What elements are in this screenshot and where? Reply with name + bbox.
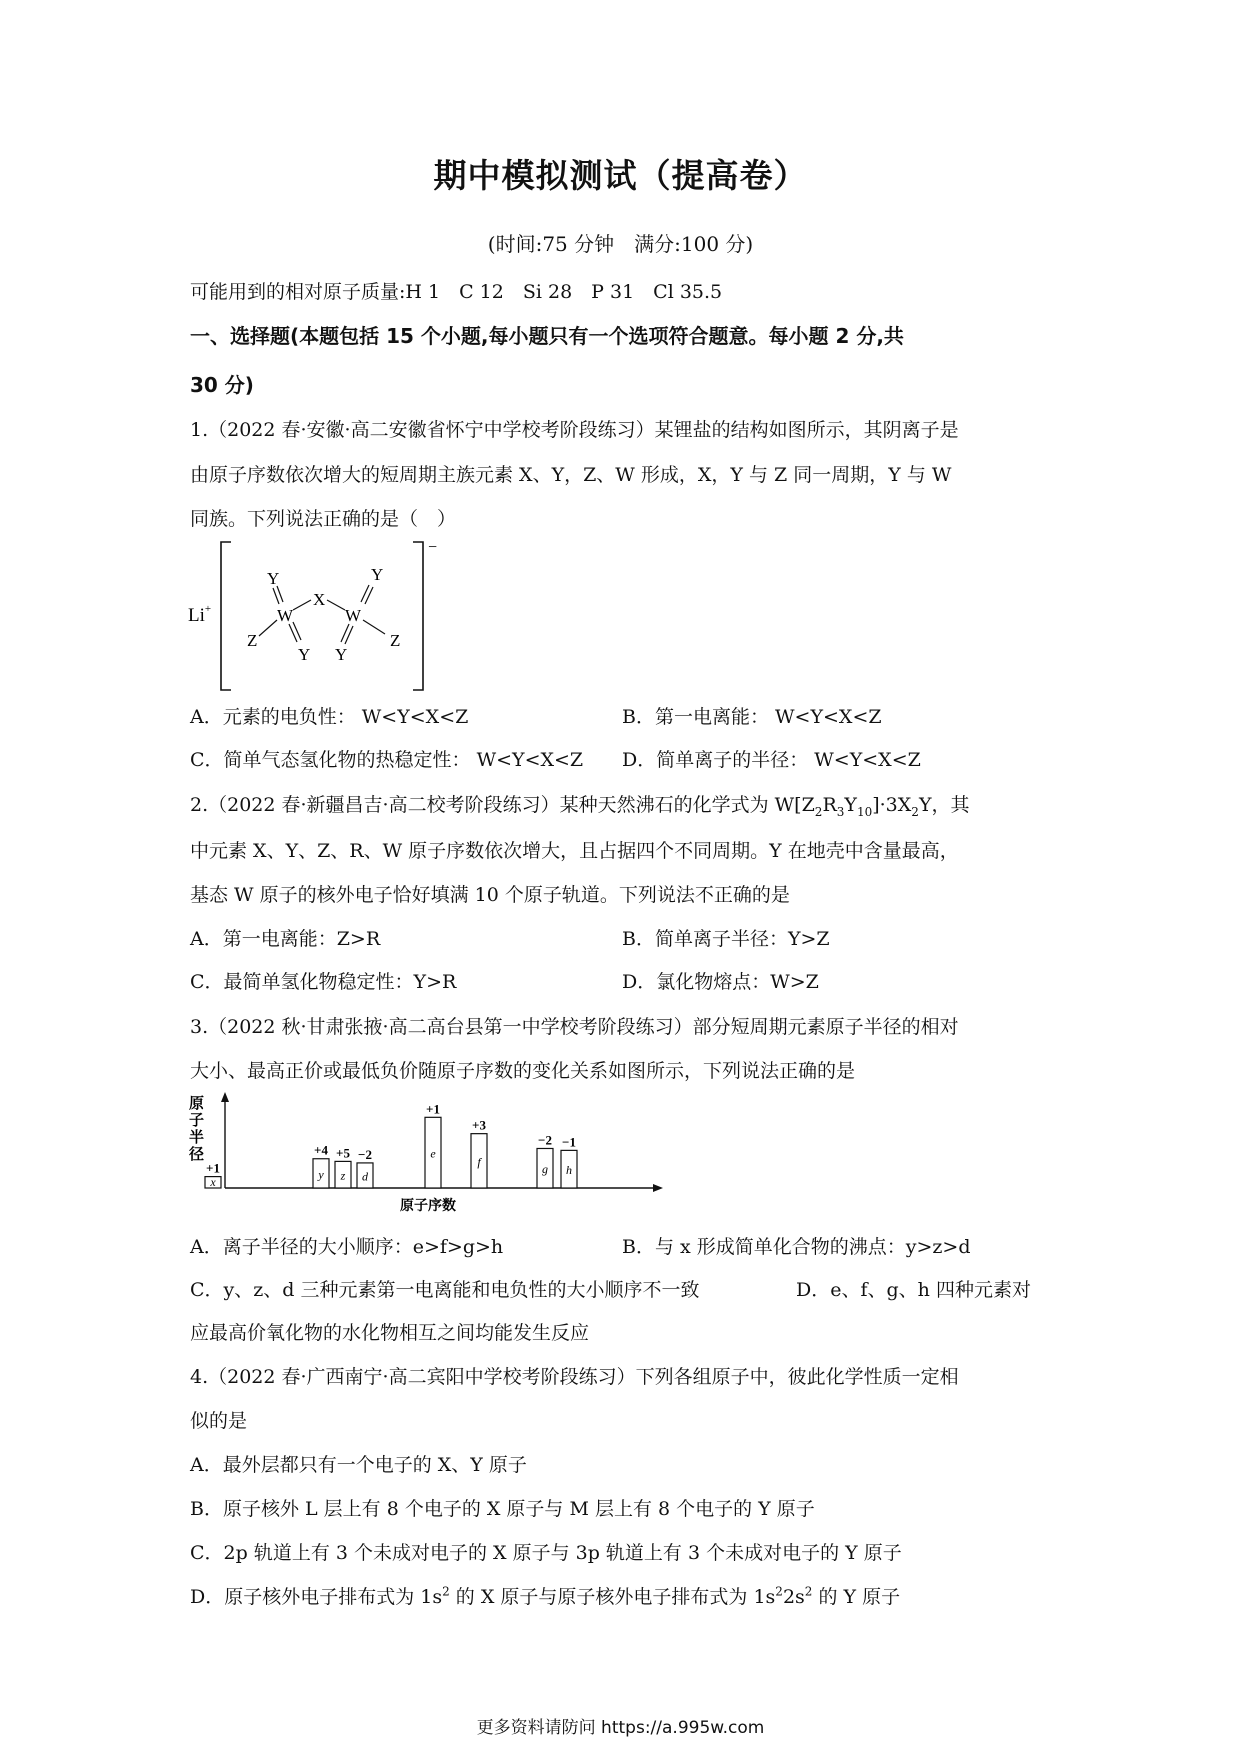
bar-label-x: x [210,1175,216,1189]
q2-option-c[interactable]: C．最简单氢化物稳定性：Y>R [190,971,457,993]
q4-option-c[interactable]: C．2p 轨道上有 3 个未成对电子的 X 原子与 3p 轨道上有 3 个未成对电子的 Y 原子 [190,1542,902,1564]
footer-link[interactable]: 更多资料请防问 https://a.995w.com [476,1718,765,1738]
q4-option-b[interactable]: B．原子核外 L 层上有 8 个电子的 X 原子与 M 层上有 8 个电子的 Y 原子 [190,1498,815,1520]
q2-option-b[interactable]: B．简单离子半径：Y>Z [622,928,830,950]
atom-z-2: Z [390,631,401,650]
valence-label-d: −2 [358,1146,372,1162]
atom-x: X [313,590,326,609]
valence-label-f: +3 [472,1117,486,1133]
chart-xlabel: 原子序数 [400,1199,456,1214]
section-heading: 一、选择题(本题包括 15 个小题,每小题只有一个选项符合题意。每小题 2 分,共 [190,324,904,348]
q2-stem-line2: 中元素 X、Y、Z、R、W 原子序数依次增大，且占据四个不同周期。Y 在地壳中含量最高， [190,840,959,862]
left-bracket [221,542,231,690]
y-axis-arrow [221,1092,229,1102]
q2-option-a[interactable]: A．第一电离能：Z>R [190,928,381,950]
valence-label-z: +5 [336,1145,350,1161]
exam-info: (时间:75 分钟 满分:100 分) [487,232,754,256]
atom-y-1: Y [267,569,280,588]
atom-w-2: W [345,606,362,625]
bar-label-z: z [340,1168,346,1183]
q1-stem-line1: 1.（2022 春·安徽·高二安徽省怀宁中学校考阶段练习）某锂盐的结构如图所示，其阴离子是 [190,419,959,441]
q3-option-d-cont: 应最高价氧化物的水化物相互之间均能发生反应 [190,1322,590,1344]
bar-label-h: h [566,1163,572,1178]
atom-w-1: W [277,606,294,625]
q4-option-a[interactable]: A．最外层都只有一个电子的 X、Y 原子 [190,1454,527,1476]
x-axis-arrow [653,1184,663,1192]
valence-label-h: −1 [562,1134,576,1150]
atomic-masses: 可能用到的相对原子质量:H 1 C 12 Si 28 P 31 Cl 35.5 [190,281,723,303]
q2-option-d[interactable]: D．氯化物熔点：W>Z [622,971,819,993]
q1-structure-figure [185,538,445,698]
valence-label-g: −2 [538,1132,552,1148]
bar-label-e: e [430,1146,436,1161]
q3-option-d[interactable]: D．e、f、g、h 四种元素对 [796,1279,1031,1301]
anion-charge: − [428,539,438,556]
q3-radius-chart [185,1088,675,1220]
q1-stem-line3: 同族。下列说法正确的是（ ） [190,508,457,530]
q4-option-d[interactable]: D．原子核外电子排布式为 $1s^2$ 的 X 原子与原子核外电子排布式为 $1s^22s^2$ 的 Y 原子 [190,1584,901,1608]
atom-y-3: Y [298,645,311,664]
page-title: 期中模拟测试（提高卷） [433,156,808,195]
q2-stem-line1: 2.（2022 春·新疆昌吉·高二校考阶段练习）某种天然沸石的化学式为 $W[Z_2R_3Y_{10}]\cdot 3X_2Y$，其 [190,794,970,819]
valence-label-y: +4 [314,1142,328,1158]
q1-option-a[interactable]: A．元素的电负性： W<Y<X<Z [190,706,469,728]
bar-label-y: y [318,1167,324,1182]
q4-stem-line2: 似的是 [190,1410,248,1432]
bar-label-g: g [542,1162,548,1177]
q3-option-b[interactable]: B．与 x 形成简单化合物的沸点：y>z>d [622,1236,971,1258]
q3-stem-line2: 大小、最高正价或最低负价随原子序数的变化关系如图所示，下列说法正确的是 [190,1060,856,1082]
q1-option-b[interactable]: B．第一电离能： W<Y<X<Z [622,706,882,728]
valence-label-e: +1 [426,1101,440,1117]
section-heading-cont: 30 分) [190,373,254,397]
chart-ylabel: 原子半径 [189,1096,205,1163]
q2-stem-line3: 基态 W 原子的核外电子恰好填满 10 个原子轨道。下列说法不正确的是 [190,884,790,906]
atom-y-2: Y [371,565,384,584]
q1-option-c[interactable]: C．简单气态氢化物的热稳定性： W<Y<X<Z [190,749,584,771]
bar-label-f: f [477,1154,481,1169]
q3-option-c[interactable]: C．y、z、d 三种元素第一电离能和电负性的大小顺序不一致 [190,1279,700,1301]
atom-z-1: Z [247,631,258,650]
q4-stem-line1: 4.（2022 春·广西南宁·高二宾阳中学校考阶段练习）下列各组原子中，彼此化学性质一定相 [190,1366,959,1388]
atom-y-4: Y [335,645,348,664]
q3-option-a[interactable]: A．离子半径的大小顺序：e>f>g>h [190,1236,504,1258]
right-bracket [413,542,423,690]
q1-stem-line2: 由原子序数依次增大的短周期主族元素 X、Y，Z、W 形成，X，Y 与 Z 同一周期，Y 与 W [190,464,952,486]
bar-label-d: d [362,1169,368,1184]
valence-label-x: +1 [206,1160,220,1176]
li-cation: Li+ [188,603,212,626]
q1-option-d[interactable]: D．简单离子的半径： W<Y<X<Z [622,749,921,771]
q3-stem-line1: 3.（2022 秋·甘肃张掖·高二高台县第一中学校考阶段练习）部分短周期元素原子半径的相对 [190,1016,959,1038]
